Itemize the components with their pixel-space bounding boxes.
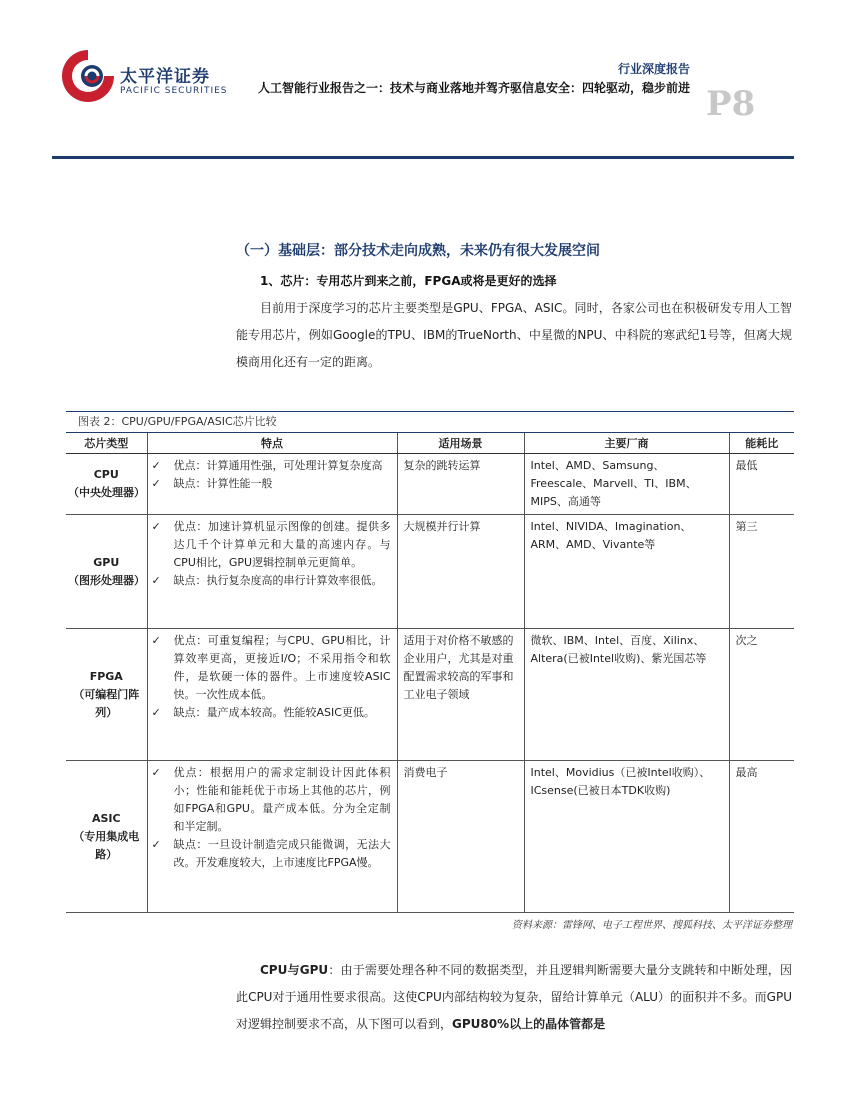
header-vendors: 主要厂商 — [524, 433, 729, 454]
vendors-cell: Intel、NIVIDA、Imagination、ARM、AMD、Vivante等 — [524, 515, 729, 629]
paragraph-lead: CPU与GPU — [260, 963, 329, 977]
logo-text-en: PACIFIC SECURITIES — [120, 86, 228, 96]
features-cell: ✓ 优点：可重复编程；与CPU、GPU相比，计算效率更高，更接近I/O；不采用指令和软件，是软硬一体的器件。上市速度较ASIC快。一次性成本低。 ✓ 缺点：量产成本较高。性能较ASIC更低。 — [147, 629, 397, 761]
header-features: 特点 — [147, 433, 397, 454]
header-energy-ratio: 能耗比 — [729, 433, 794, 454]
check-icon: ✓ — [151, 838, 161, 851]
chip-comparison-table — [66, 411, 794, 931]
features-cell: ✓ 优点：加速计算机显示图像的创建。提供多达几千个计算单元和大量的高速内存。与CPU相比，GPU逻辑控制单元更简单。 ✓ 缺点：执行复杂度高的串行计算效率很低。 — [147, 515, 397, 629]
intro-paragraph: 目前用于深度学习的芯片主要类型是GPU、FPGA、ASIC。同时，各家公司也在积极研发专用人工智能专用芯片，例如Google的TPU、IBM的TrueNorth、中星微的NPU、中科院的寒武纪1号等，但离大规模商用化还有一定的距离。 — [236, 301, 792, 369]
subsection-heading: 1、芯片：专用芯片到来之前，FPGA或将是更好的选择 — [260, 274, 557, 288]
check-icon: ✓ — [151, 520, 161, 533]
features-cell: ✓ 优点：计算通用性强，可处理计算复杂度高 ✓ 缺点：计算性能一般 — [147, 454, 397, 515]
energy-ratio-cell: 最高 — [729, 761, 794, 913]
chip-type-cell: ASIC （专用集成电路） — [66, 761, 147, 913]
paragraph-body: ：由于需要处理各种不同的数据类型，并且逻辑判断需要大量分支跳转和中断处理，因此CPU对于通用性要求很高。这使CPU内部结构较为复杂，留给计算单元（ALU）的面积并不多。而GPU对逻辑控制要求不高，从下图可以看到， — [236, 963, 792, 1031]
check-icon: ✓ — [151, 634, 161, 647]
check-icon: ✓ — [151, 706, 161, 719]
page-number: P8 — [706, 84, 756, 124]
check-icon: ✓ — [151, 477, 161, 490]
features-cell: ✓ 优点：根据用户的需求定制设计因此体积小；性能和能耗优于市场上其他的芯片，例如FPGA和GPU。量产成本低。分为全定制和半定制。 ✓ 缺点：一旦设计制造完成只能微调，无法大改。开发难度较大，上市速度比FPGA慢。 — [147, 761, 397, 913]
table-row — [66, 454, 794, 515]
cpu-gpu-paragraph — [236, 957, 792, 1038]
header-chip-type: 芯片类型 — [66, 433, 147, 454]
scenario-cell: 适用于对价格不敏感的企业用户，尤其是对重配置需求较高的军事和工业电子领域 — [397, 629, 524, 761]
company-logo-icon — [58, 46, 118, 106]
check-icon: ✓ — [151, 574, 161, 587]
check-icon: ✓ — [151, 766, 161, 779]
check-icon: ✓ — [151, 459, 161, 472]
table-row — [66, 761, 794, 913]
vendors-cell: Intel、AMD、Samsung、Freescale、Marvell、TI、IBM、MIPS、高通等 — [524, 454, 729, 515]
vendors-cell: 微软、IBM、Intel、百度、Xilinx、Altera(已被Intel收购)、紫光国芯等 — [524, 629, 729, 761]
vendors-cell: Intel、Movidius（已被Intel收购）、ICsense(已被日本TDK收购) — [524, 761, 729, 913]
chip-type-cell: FPGA （可编程门阵列） — [66, 629, 147, 761]
logo-text-cn: 太平洋证券 — [120, 67, 210, 87]
report-type: 行业深度报告 — [617, 62, 690, 76]
energy-ratio-cell: 第三 — [729, 515, 794, 629]
chip-type-cell: GPU （图形处理器） — [66, 515, 147, 629]
section-heading: （一）基础层：部分技术走向成熟，未来仍有很大发展空间 — [236, 243, 600, 259]
table-row — [66, 515, 794, 629]
table-caption: 图表 2：CPU/GPU/FPGA/ASIC芯片比较 — [66, 411, 794, 433]
scenario-cell: 大规模并行计算 — [397, 515, 524, 629]
report-title: 人工智能行业报告之一：技术与商业落地并驾齐驱信息安全：四轮驱动，稳步前进 — [257, 81, 690, 95]
chip-type-cell: CPU （中央处理器） — [66, 454, 147, 515]
energy-ratio-cell: 次之 — [729, 629, 794, 761]
table-header-row — [66, 433, 794, 454]
header-divider — [52, 156, 794, 159]
scenario-cell: 消费电子 — [397, 761, 524, 913]
table-row — [66, 629, 794, 761]
table-source-note: 资料来源：雷锋网、电子工程世界、搜狐科技、太平洋证券整理 — [512, 920, 792, 931]
energy-ratio-cell: 最低 — [729, 454, 794, 515]
header-scenario: 适用场景 — [397, 433, 524, 454]
paragraph-bold-tail: GPU80%以上的晶体管都是 — [452, 1017, 606, 1031]
scenario-cell: 复杂的跳转运算 — [397, 454, 524, 515]
